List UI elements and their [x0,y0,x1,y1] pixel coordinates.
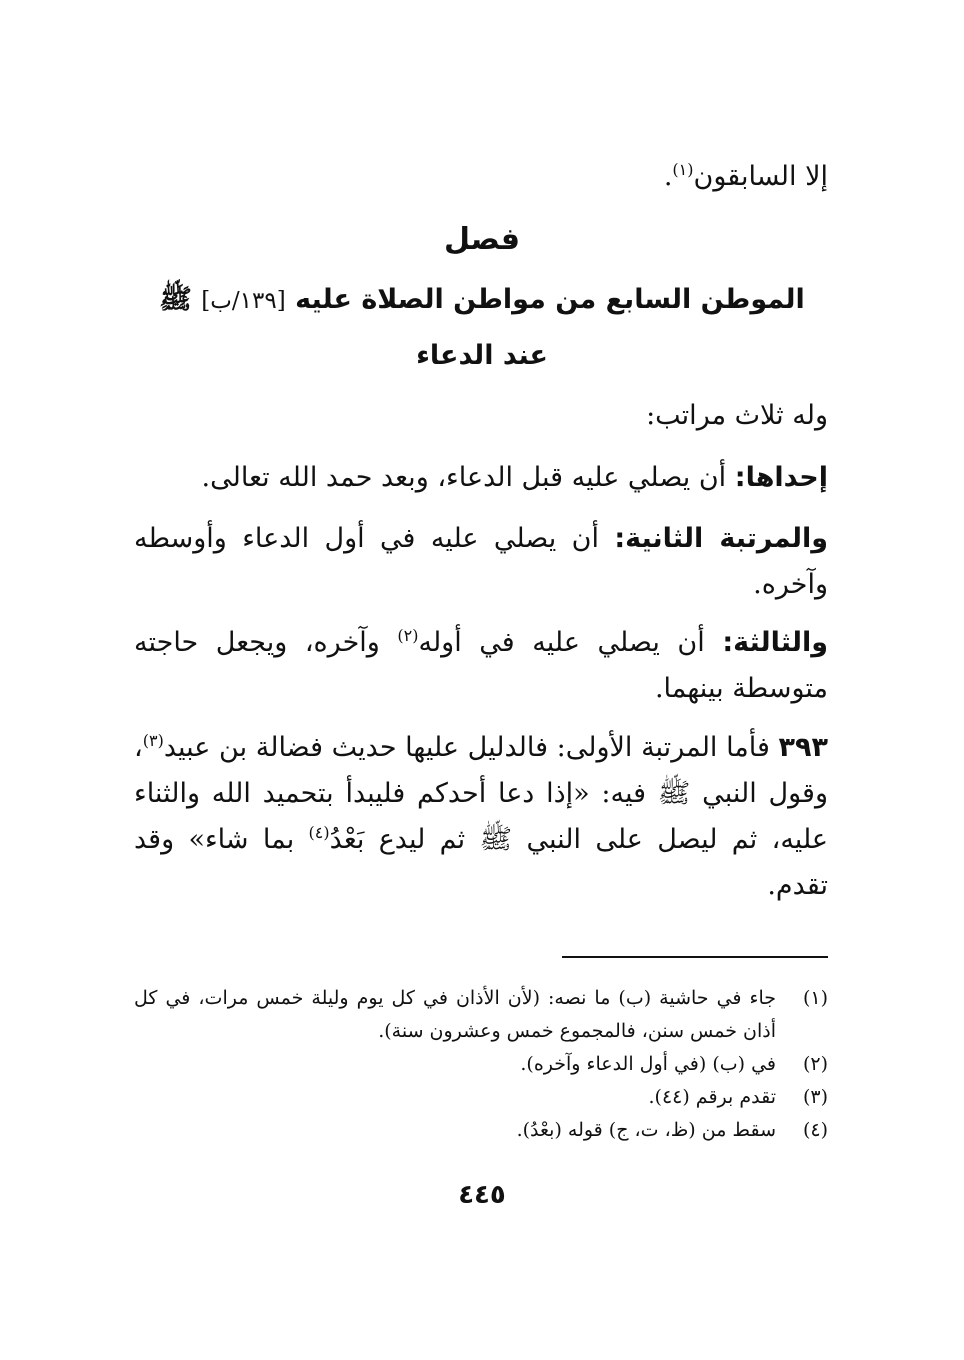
paragraph-number: ٣٩٣ [778,732,828,763]
intro-line: وله ثلاث مراتب: [646,400,828,431]
footnote-text: في (ب) (في أول الدعاء وآخره). [520,1053,776,1075]
footnote-ref-2: (٢) [397,626,419,645]
paragraph-393-text-a: فأما المرتبة الأولى: فالدليل عليها حديث فضالة بن عبيد [163,732,779,763]
footnote-ref-1: (١) [672,160,694,179]
page-number: ٤٤٥ [458,1180,506,1210]
footnote-3 [134,1081,828,1114]
footnote-text: سقط من (ظ، ت، ج) قوله (بعْدُ). [516,1119,776,1141]
level-1-label: إحداها: [734,462,828,493]
opening-line-end: . [663,161,673,192]
paragraph-393 [134,725,828,909]
section-subtitle: عند الدعاء [416,340,548,371]
footnote-2 [134,1048,828,1081]
section-title-text: الموطن السابع من مواطن الصلاة عليه [295,284,805,315]
level-2-paragraph [134,516,828,608]
footnotes-list [134,982,828,1147]
footnote-ref-4: (٤) [308,823,330,842]
level-2-label: والمرتبة الثانية: [614,523,829,554]
section-title [0,275,964,326]
level-1-paragraph [134,455,828,501]
footnote-number: (٣) [802,1086,828,1108]
paragraph-393-text-b: ، وقول النبي ﷺ فيه: «إذا دعا أحدكم فليبدأ بتحميد الله والثناء عليه، ثم ليصل على النبي ﷺ ثم ليدع بَعْدُ [134,732,828,855]
level-3-text-b: وآخره، ويجعل حاجته متوسطة بينهما. [134,627,828,704]
level-3-text-a: أن يصلي عليه في أوله [418,627,723,658]
footnote-ref-3: (٣) [142,731,164,750]
footnote-text: جاء في حاشية (ب) ما نصه: (لأن الأذان في كل يوم وليلة خمس مرات، في كل أذان خمس سنن، فالمجموع خمس وعشرون سنة). [134,987,776,1042]
footnote-number: (٢) [802,1053,828,1075]
honorific-glyph: ﷺ [159,284,192,315]
opening-line [134,154,828,200]
level-3-paragraph [134,620,828,712]
level-1-text: أن يصلي عليه قبل الدعاء، وبعد حمد الله تعالى. [201,462,735,493]
footnote-number: (٤) [802,1119,828,1141]
footnote-number: (١) [802,987,828,1009]
footnote-text: تقدم برقم (٤٤). [648,1086,776,1108]
paragraph-393-text-c: بما شاء» وقد تقدم. [134,824,828,901]
opening-line-text: إلا السابقون [693,161,828,192]
footnote-1 [134,982,828,1048]
level-3-label: والثالثة: [722,627,828,658]
footnote-4 [134,1114,828,1147]
folio-reference: [١٣٩/ب] [201,288,286,314]
level-2-text: أن يصلي عليه في أول الدعاء وأوسطه وآخره. [134,523,828,600]
section-label: فصل [444,222,520,257]
footnote-separator [562,956,828,958]
